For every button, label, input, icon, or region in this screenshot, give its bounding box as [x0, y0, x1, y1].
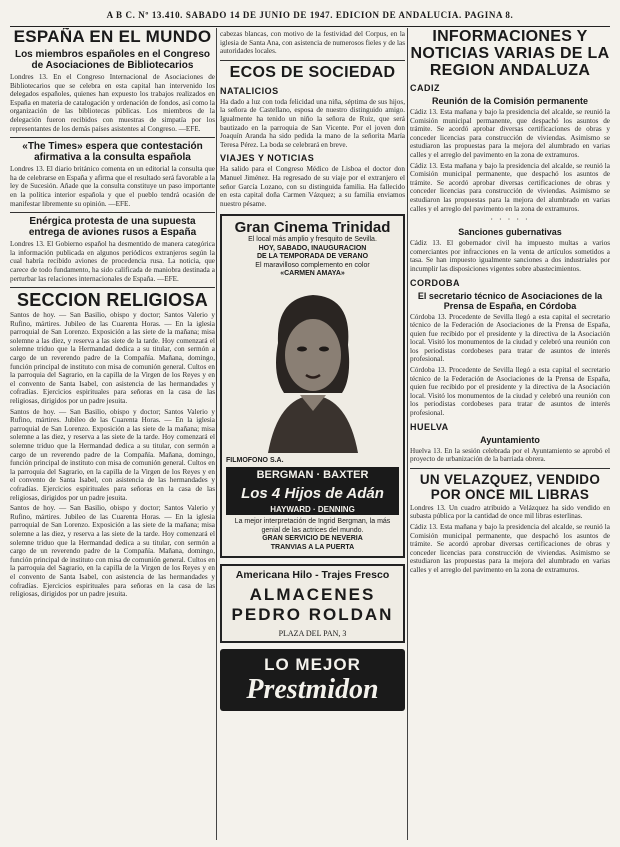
divider-dots: · · · · · [490, 215, 530, 225]
cinema-name: Gran Cinema Trinidad [234, 219, 391, 237]
religious-body: Santos de hoy. — San Basilio, obispo y doctor; Santos Valerio y Rufino, mártires. Jubileo de las Cuarenta Horas. — En la iglesia parroquial de San Lorenzo. Exposición a las siete de la mañana; misa solemne a las diez, y reserva a las siete de la tarde. Hoy comenzará el solemne triduo que la Hermandad dedica a su titular, con sermón a cargo de un reverendo padre de la Compañía. Mañana, domingo, función principal de instituto con misa de comunión general. Cultos en la parroquia del Sagrario, en la capilla de la Virgen de los Reyes y en el convento de Santa Isabel, con asistencia de las hermandades y cofradías. Ejercicios espirituales para señoras en la casa de las religiosas, dirigidos por un padre jesuita. [10, 311, 215, 406]
article-body: Londres 13. Un cuadro atribuido a Velázquez ha sido vendido en subasta pública por la cantidad de once mil libras esterlinas. [410, 503, 610, 521]
column-rule [216, 28, 217, 840]
article-body: Córdoba 13. Procedente de Sevilla llegó a esta capital el secretario técnico de la Federación de Asociaciones de la Prensa de España, quien fue recibido por el presidente y la directiva de la Asociación local. Visitó los monumentos de la ciudad y celebró una reunión con los periodistas cordobeses para tratar de asuntos de interés profesional. [410, 366, 610, 418]
headline-velazquez: UN VELAZQUEZ, VENDIDO POR ONCE MIL LIBRAS [419, 471, 601, 502]
headline-times: «The Times» espera que contestación afirmativa a la consulta española [22, 141, 203, 164]
film-company: FILMOFONO S.A. [226, 456, 284, 464]
society-body: Ha dado a luz con toda felicidad una niña, séptima de sus hijos, la señora de Castellano, esposa de nuestro distinguido amigo. Igualmente ha tenido un niño la señora de Ruiz, que será bautizado en la parroquia de San Vicente. Por el joven don Joaquín Aranda ha sido pedida la mano de la señorita María Teresa Pérez. La boda se celebrará en breve. [220, 97, 405, 149]
store-slogan: Americana Hilo - Trajes Fresco [235, 569, 390, 582]
product-slogan: LO MEJOR [264, 655, 361, 675]
article-body: cabezas blancas, con motivo de la festividad del Corpus, en la iglesia de Santa Ana, con asistencia de numerosos fieles y de las autoridades locales. [220, 30, 405, 56]
section-title-religiosa: SECCION RELIGIOSA [16, 290, 209, 311]
article-body: Cádiz 13. Esta mañana y bajo la presidencia del alcalde, se reunió la Comisión municipal permanente, que despachó los asuntos de trámite. Se acordó aprobar diversas certificaciones de obras y conceder licencias para construcción de viviendas. Asimismo se estudiaron las propuestas para la mejora del alumbrado en varias calles y el arreglo del pavimento en la zona de extramuros. [410, 108, 610, 159]
column-right [410, 28, 610, 840]
city-cadiz: CADIZ [410, 83, 440, 93]
actress-portrait-image [248, 283, 378, 453]
religious-body: Santos de hoy. — San Basilio, obispo y doctor; Santos Valerio y Rufino, mártires. Jubileo de las Cuarenta Horas. — En la iglesia parroquial de San Lorenzo. Exposición a las siete de la mañana; misa solemne a las diez, y reserva a las siete de la tarde. Hoy comenzará el solemne triduo que la Hermandad dedica a su titular, con sermón a cargo de un reverendo padre de la Compañía. Mañana, domingo, función principal de instituto con misa de comunión general. Cultos en la parroquia del Sagrario, en la capilla de la Virgen de los Reyes y en el convento de Santa Isabel, con asistencia de las hermandades y cofradías. Ejercicios espirituales para señoras en la casa de las religiosas, dirigidos por un padre jesuita. [10, 504, 215, 599]
society-body: Ha salido para el Congreso Médico de Lisboa el doctor don Manuel Jiménez. Ha regresado de su viaje por el extranjero el señor García Lozano, con su distinguida familia. Ha fallecido en esta capital doña Carmen Vázquez; a su familia enviamos nuestro pésame. [220, 165, 405, 208]
headline-ayuntamiento: Ayuntamiento [480, 434, 540, 445]
article-body: Cádiz 13. Esta mañana y bajo la presidencia del alcalde, se reunió la Comisión municipal permanente, que despachó los asuntos de trámite. Se acordó aprobar diversas certificaciones de obras y conceder licencias para construcción de viviendas. Asimismo se estudiaron las propuestas para la mejora del alumbrado en varias calles y el arreglo del pavimento en la zona de extramuros. [410, 161, 610, 213]
ad-line: «CARMEN AMAYA» [280, 270, 345, 278]
section-title-andalucia: INFORMACIONES Y NOTICIAS VARIAS DE LA REGION ANDALUZA [410, 28, 610, 79]
headline-comision: Reunión de la Comisión permanente [431, 96, 589, 106]
headline-bibliotecarios: Los miembros españoles en el Congreso de Asociaciones de Bibliotecarios [14, 49, 211, 71]
ad-service: GRAN SERVICIO DE NEVERIA [262, 535, 363, 543]
religious-body: Santos de hoy. — San Basilio, obispo y doctor; Santos Valerio y Rufino, mártires. Jubileo de las Cuarenta Horas. — En la iglesia parroquial de San Lorenzo. Exposición a las siete de la mañana; misa solemne a las diez, y reserva a las siete de la tarde. Hoy comenzará el solemne triduo que la Hermandad dedica a su titular, con sermón a cargo de un reverendo padre de la Compañía. Mañana, domingo, función principal de instituto con misa de comunión general. Cultos en la parroquia del Sagrario, en la capilla de la Virgen de los Reyes y en el convento de Santa Isabel, con asistencia de las hermandades y cofradías. Ejercicios espirituales para señoras en la casa de las religiosas, dirigidos por un padre jesuita. [10, 407, 215, 502]
divider [410, 468, 610, 469]
store-address: PLAZA DEL PAN, 3 [278, 629, 347, 639]
article-body: Cádiz 13. Esta mañana y bajo la presidencia del alcalde, se reunió la Comisión municipal permanente, que despachó los asuntos de trámite. Se acordó aprobar diversas certificaciones de obras y conceder licencias para construcción de viviendas. Asimismo se estudiaron las propuestas para la mejora del alumbrado en varias calles y el arreglo del pavimento en la zona de extramuros. [410, 523, 610, 574]
city-cordoba: CORDOBA [410, 277, 460, 288]
column-left [10, 28, 215, 840]
divider [10, 137, 215, 138]
product-advertisement [220, 649, 405, 711]
article-body: Córdoba 13. Procedente de Sevilla llegó a esta capital el secretario técnico de la Federación de Asociaciones de la Prensa de España, quien fue recibido por el presidente y la directiva de la Asociación local. Visitó los monumentos de la ciudad y celebró una reunión con los periodistas cordobeses para tratar de asuntos de interés profesional. [410, 312, 610, 364]
store-name-line2: PEDRO ROLDAN [231, 605, 394, 625]
divider [10, 287, 215, 288]
film-title: Los 4 Hijos de Adán [226, 483, 399, 504]
film-stars: BERGMAN · BAXTER [226, 467, 399, 483]
store-advertisement [220, 564, 405, 643]
headline-sanciones: Sanciones gubernativas [458, 227, 562, 238]
article-body: Londres 13. El diario británico comenta en un editorial la consulta que ha de celebrarse en España y afirma que el resultado será favorable a la ley de Sucesión. Añade que la consulta constituye un paso importante en la política interior española y que el pueblo tendrá ocasión de manifestar libremente su opinión. —EFE. [10, 165, 215, 208]
subsection-viajes: VIAJES Y NOTICIAS [220, 153, 315, 164]
column-rule [407, 28, 408, 840]
article-body: Cádiz 13. El gobernador civil ha impuesto multas a varios comerciantes por infracciones en la venta de artículos sometidos a tasa. Se han impuesto igualmente sanciones a dos industriales por incumplir las disposiciones vigentes sobre abastecimientos. [410, 239, 610, 273]
ad-note: La mejor interpretación de Ingrid Bergman, la más genial de las actrices del mundo. [234, 518, 391, 534]
cinema-advertisement [220, 214, 405, 558]
product-name: Prestmidon [246, 674, 379, 706]
article-body: Londres 13. En el Congreso Internacional de Asociaciones de Bibliotecarios que se celebra en esta capital han intervenido los delegados españoles, quienes han expuesto los trabajos realizados en España en materia de catalogación y ordenación de fondos, así como la organización de las bibliotecas públicas. Los miembros de la delegación fueron recibidos con muestras de simpatía por los representantes de los demás países asistentes al Congreso. —EFE. [10, 73, 215, 133]
headline-prensa: El secretario técnico de Asociaciones de la Prensa de España, en Córdoba [417, 290, 603, 311]
page-header: A B C. Nº 13.410. SABADO 14 DE JUNIO DE 1947. EDICION DE ANDALUCIA. PAGINA 8. [10, 4, 610, 27]
section-title-espana: ESPAÑA EN EL MUNDO [13, 28, 212, 46]
city-huelva: HUELVA [410, 421, 449, 432]
ad-transport: TRANVIAS A LA PUERTA [270, 543, 355, 551]
article-body: Londres 13. El Gobierno español ha desmentido de manera categórica la información publicada en algunos periódicos extranjeros según la cual habría recibido aviones de procedencia rusa. La noticia, que carece de todo fundamento, ha sido calificada de maniobra destinada a perturbar las relaciones internacionales de España. —EFE. [10, 240, 215, 283]
film-support-cast: HAYWARD · DENNING [226, 504, 399, 515]
ad-line: El local más amplio y fresquito de Sevilla. [248, 236, 377, 244]
column-middle [220, 28, 405, 840]
subsection-natalicios: NATALICIOS [220, 85, 279, 96]
divider [10, 212, 215, 213]
ad-line: HOY, SABADO, INAUGURACION [258, 244, 367, 252]
divider [220, 60, 405, 61]
ad-line: DE LA TEMPORADA DE VERANO [256, 253, 369, 261]
article-body: Huelva 13. En la sesión celebrada por el Ayuntamiento se aprobó el proyecto de urbanización de la barriada obrera. [410, 446, 610, 464]
ad-line: El maravilloso complemento en color [255, 261, 370, 269]
store-name-line1: ALMACENES [249, 585, 376, 605]
section-title-sociedad: ECOS DE SOCIEDAD [229, 63, 396, 81]
headline-protesta: Enérgica protesta de una supuesta entrega de aviones rusos a España [28, 216, 197, 239]
